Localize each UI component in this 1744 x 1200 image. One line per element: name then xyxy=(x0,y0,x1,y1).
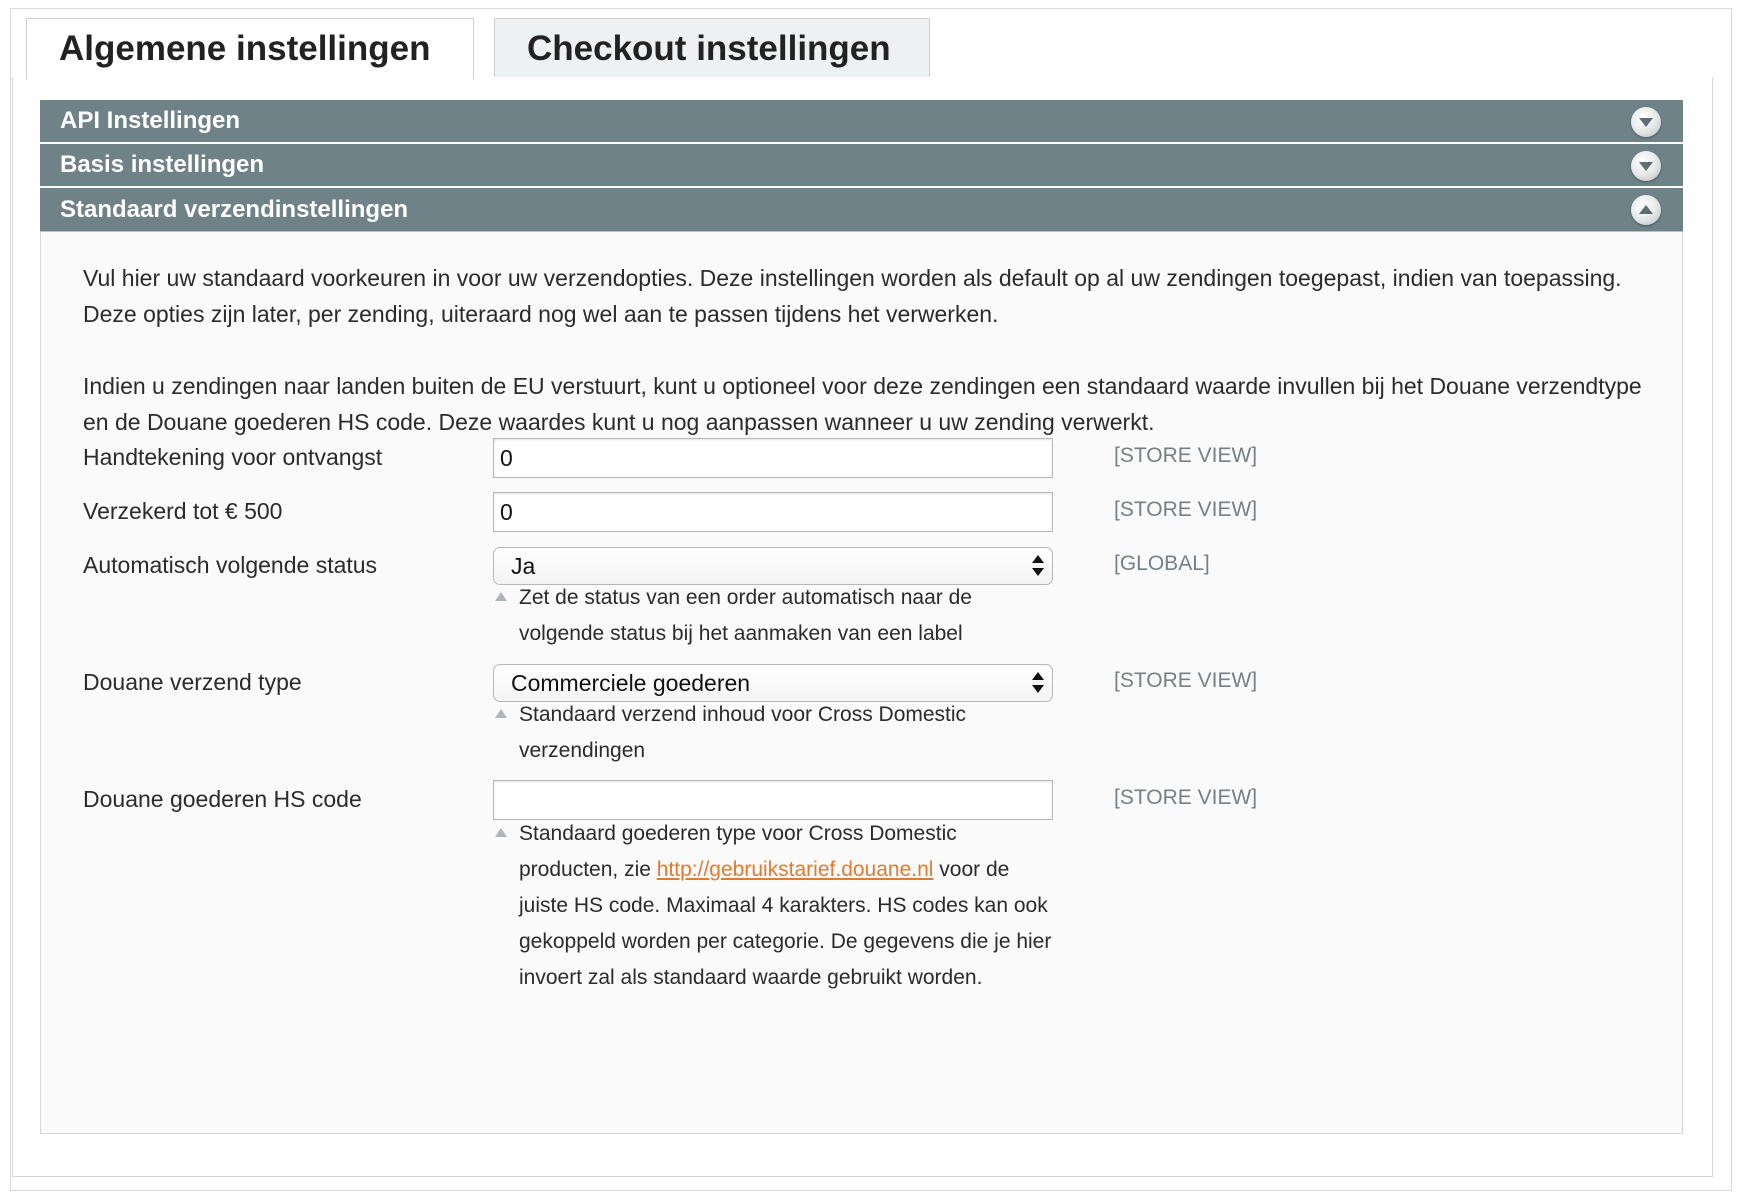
section-panel-standaard xyxy=(40,232,1683,1134)
select-arrows-icon xyxy=(1032,554,1044,578)
signature-input[interactable]: 0 xyxy=(493,438,1053,478)
expand-icon[interactable] xyxy=(1631,151,1661,181)
hs-code-scope: [STORE VIEW] xyxy=(1114,786,1258,809)
expand-icon[interactable] xyxy=(1631,107,1661,137)
section-header-basis[interactable] xyxy=(40,144,1683,188)
customs-type-scope: [STORE VIEW] xyxy=(1114,669,1258,692)
hs-code-input[interactable] xyxy=(493,780,1053,820)
customs-type-hint xyxy=(495,697,1055,769)
hs-code-hint-after: voor de juiste HS code. Maximaal 4 karakters. HS codes kan ook gekoppeld worden per categorie. De gegevens die je hier invoert zal als standaard waarde gebruikt worden. xyxy=(519,858,1052,989)
insured-input[interactable]: 0 xyxy=(493,492,1053,532)
tab-algemene-instellingen[interactable]: Algemene instellingen xyxy=(26,18,474,79)
customs-type-label: Douane verzend type xyxy=(83,669,302,695)
hs-code-hint-text xyxy=(495,816,1055,996)
insured-label: Verzekerd tot € 500 xyxy=(83,498,283,524)
settings-sections xyxy=(40,100,1683,1134)
intro-paragraph-1: Vul hier uw standaard voorkeuren in voor uw verzendopties. Deze instellingen worden als default op al uw zendingen toegepast, indien van toepassing. Deze opties zijn later, per zending, uiteraard nog wel aan te passen tijdens het verwerken. xyxy=(83,265,1622,327)
customs-type-value: Commerciele goederen xyxy=(511,669,751,696)
insured-scope: [STORE VIEW] xyxy=(1114,498,1258,521)
hint-triangle-icon xyxy=(495,828,507,837)
hint-triangle-icon xyxy=(495,709,507,718)
signature-scope: [STORE VIEW] xyxy=(1114,444,1258,467)
auto-status-scope: [GLOBAL] xyxy=(1114,552,1210,575)
select-arrows-icon xyxy=(1032,671,1044,695)
section-header-standaard[interactable] xyxy=(40,188,1683,232)
section-title-standaard: Standaard verzendinstellingen xyxy=(60,195,409,223)
section-header-api[interactable] xyxy=(40,100,1683,144)
auto-status-value: Ja xyxy=(511,552,536,579)
auto-status-hint xyxy=(495,580,1055,652)
hs-code-label: Douane goederen HS code xyxy=(83,786,362,812)
section-title-basis: Basis instellingen xyxy=(60,151,265,178)
section-title-api: API Instellingen xyxy=(60,107,241,134)
douane-link[interactable]: http://gebruikstarief.douane.nl xyxy=(656,858,934,881)
hs-code-hint-before: Standaard goederen type voor Cross Domestic producten, zie xyxy=(519,822,957,881)
auto-status-label: Automatisch volgende status xyxy=(83,552,378,578)
intro-paragraph-2: Indien u zendingen naar landen buiten de EU verstuurt, kunt u optioneel voor deze zendingen een standaard waarde invullen bij het Douane verzendtype en de Douane goederen HS code. Deze waardes kunt u nog aanpassen wanneer u uw zending verwerkt. xyxy=(83,373,1642,435)
signature-label: Handtekening voor ontvangst xyxy=(83,444,383,470)
hs-code-hint xyxy=(495,816,1055,996)
collapse-icon[interactable] xyxy=(1631,195,1661,225)
auto-status-hint-text: Zet de status van een order automatisch naar de volgende status bij het aanmaken van een label xyxy=(519,586,972,645)
hint-triangle-icon xyxy=(495,592,507,601)
customs-type-hint-text: Standaard verzend inhoud voor Cross Domestic verzendingen xyxy=(519,703,967,762)
tab-checkout-instellingen[interactable]: Checkout instellingen xyxy=(494,18,930,78)
